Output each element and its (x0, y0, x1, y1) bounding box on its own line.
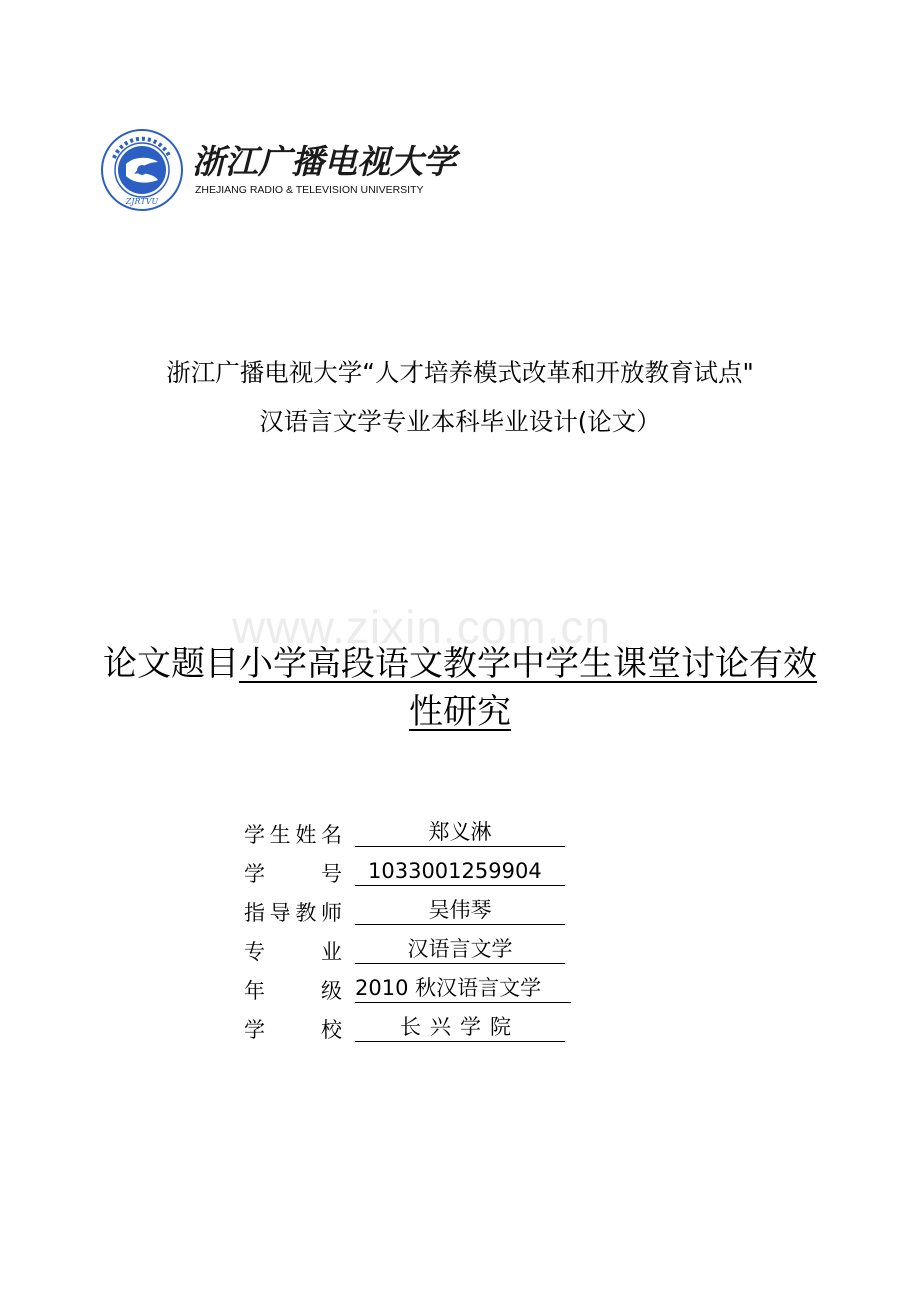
thesis-title-row2 (0, 688, 920, 736)
info-value-major: 汉语言文学 (355, 936, 565, 964)
info-row-student-id (244, 856, 584, 895)
info-row-major (244, 934, 584, 973)
info-value-student-id: 1033001259904 (355, 858, 565, 886)
info-row-student-name (244, 817, 584, 856)
info-label: 学 校 (244, 1018, 342, 1042)
info-label: 学 号 (244, 862, 342, 886)
university-seal-icon (100, 128, 184, 212)
info-row-advisor (244, 895, 584, 934)
info-value-school: 长兴学院 (355, 1014, 565, 1042)
university-logo (100, 128, 456, 214)
university-name-cn: 浙江广播电视大学 (192, 142, 456, 181)
thesis-title-label: 论文题目 (103, 644, 239, 684)
info-row-school (244, 1012, 584, 1051)
program-heading-line1: 浙江广播电视大学“人才培养模式改革和开放教育试点" (166, 358, 754, 387)
thesis-title-row (103, 640, 817, 688)
info-value-advisor: 吴伟琴 (355, 897, 565, 925)
info-value-grade: 2010 秋汉语言文学 (355, 975, 571, 1003)
info-label: 年 级 (244, 979, 342, 1003)
thesis-title-line1: 小学高段语文教学中学生课堂讨论有效 (239, 644, 817, 684)
thesis-title-line2: 性研究 (409, 692, 511, 732)
student-info (244, 817, 584, 1051)
info-label: 学 生 姓 名 (244, 823, 342, 847)
info-row-grade (244, 973, 584, 1012)
program-heading-line2: 汉语言文学专业本科毕业设计(论文） (259, 407, 661, 436)
info-label: 指 导 教 师 (244, 901, 342, 925)
university-name-en: ZHEJIANG RADIO & TELEVISION UNIVERSITY (195, 184, 424, 196)
info-label: 专 业 (244, 940, 342, 964)
watermark: www.zixin.com.cn (232, 601, 611, 653)
seal-abbr: ZJRTVU (125, 197, 159, 206)
info-value-student-name: 郑义淋 (355, 819, 565, 847)
